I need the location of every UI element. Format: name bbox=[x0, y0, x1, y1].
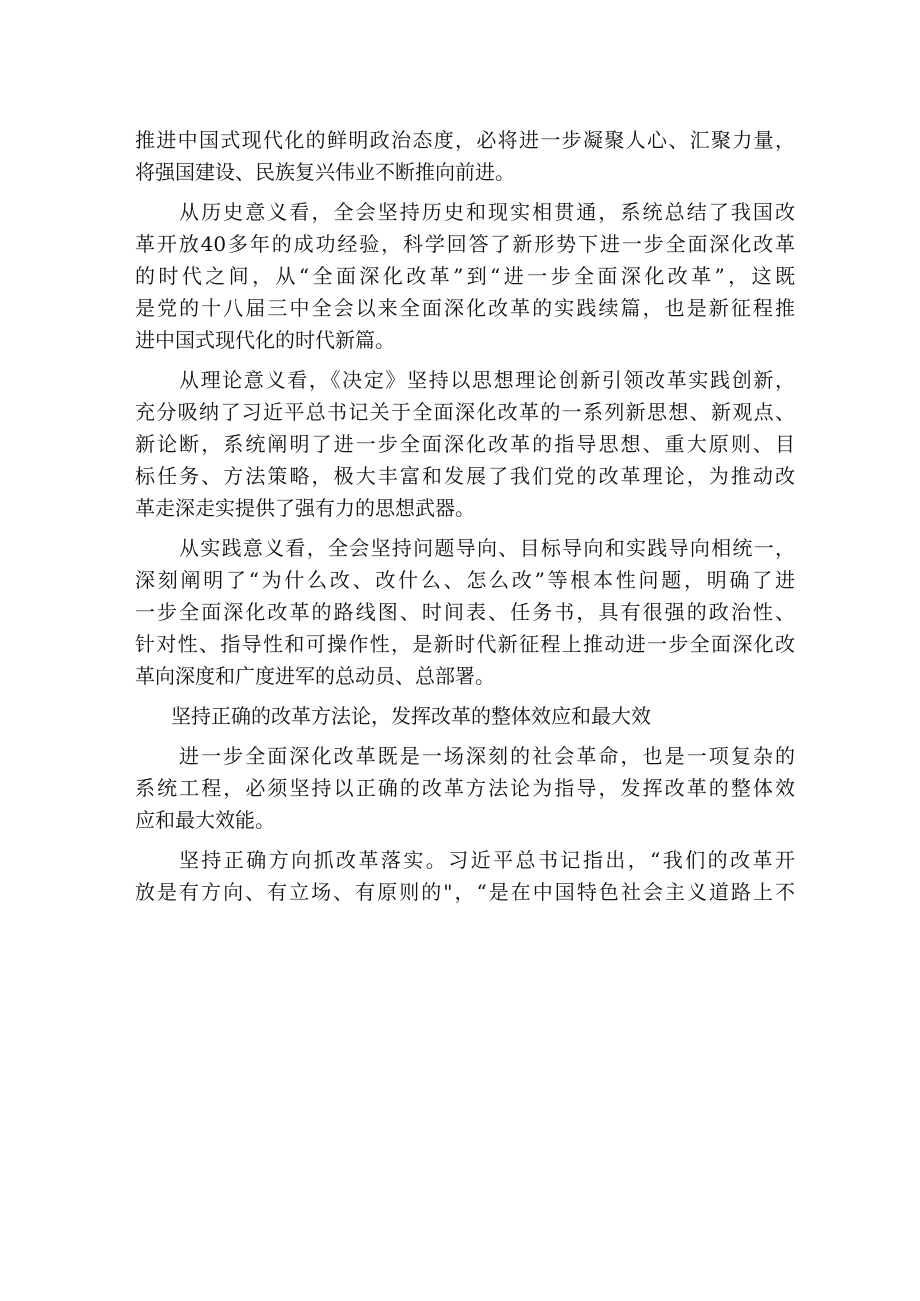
text-line: 新论断，系统阐明了进一步全面深化改革的指导思想、重大原则、目 bbox=[135, 432, 795, 456]
text-line: 革开放40多年的成功经验，科学回答了新形势下进一步全面深化改革 bbox=[135, 232, 795, 256]
heading-line: 坚持正确的改革方法论，发挥改革的整体效应和最大效 bbox=[171, 704, 651, 728]
text-line: 充分吸纳了习近平总书记关于全面深化改革的一系列新思想、新观点、 bbox=[135, 400, 795, 424]
text-line: 将强国建设、民族复兴伟业不断推向前进。 bbox=[135, 160, 515, 184]
text-line: 标任务、方法策略，极大丰富和发展了我们党的改革理论，为推动改 bbox=[135, 464, 795, 488]
section-heading bbox=[135, 700, 795, 732]
paragraph-theoretical-significance bbox=[135, 364, 795, 524]
text-line: 进中国式现代化的时代新篇。 bbox=[135, 328, 395, 352]
paragraph-historical-significance bbox=[135, 196, 795, 356]
text-line: 是党的十八届三中全会以来全面深化改革的实践续篇，也是新征程推 bbox=[135, 296, 795, 320]
text-line: 深刻阐明了“为什么改、改什么、怎么改”等根本性问题，明确了进 bbox=[135, 568, 795, 592]
text-line: 放是有方向、有立场、有原则的"，“是在中国特色社会主义道路上不 bbox=[135, 880, 795, 904]
document-body bbox=[135, 124, 795, 908]
text-line: 革向深度和广度进军的总动员、总部署。 bbox=[135, 664, 495, 688]
text-line: 从实践意义看，全会坚持问题导向、目标导向和实践导向相统一， bbox=[179, 536, 795, 560]
text-line: 应和最大效能。 bbox=[135, 808, 275, 832]
text-line: 从历史意义看，全会坚持历史和现实相贯通，系统总结了我国改 bbox=[179, 200, 795, 224]
paragraph-practical-significance bbox=[135, 532, 795, 692]
text-line: 革走深走实提供了强有力的思想武器。 bbox=[135, 496, 475, 520]
paragraph-methodology bbox=[135, 740, 795, 836]
text-line: 系统工程，必须坚持以正确的改革方法论为指导，发挥改革的整体效 bbox=[135, 776, 795, 800]
text-line: 进一步全面深化改革既是一场深刻的社会革命，也是一项复杂的 bbox=[179, 744, 795, 768]
text-line: 推进中国式现代化的鲜明政治态度，必将进一步凝聚人心、汇聚力量， bbox=[135, 128, 795, 152]
text-line: 坚持正确方向抓改革落实。习近平总书记指出，“我们的改革开 bbox=[179, 848, 795, 872]
text-line: 的时代之间，从“全面深化改革”到“进一步全面深化改革”，这既 bbox=[135, 264, 795, 288]
text-line: 针对性、指导性和可操作性，是新时代新征程上推动进一步全面深化改 bbox=[135, 632, 795, 656]
text-line: 一步全面深化改革的路线图、时间表、任务书，具有很强的政治性、 bbox=[135, 600, 795, 624]
paragraph-continuation bbox=[135, 124, 795, 188]
text-line: 从理论意义看，《决定》坚持以思想理论创新引领改革实践创新， bbox=[179, 368, 795, 392]
paragraph-correct-direction bbox=[135, 844, 795, 908]
